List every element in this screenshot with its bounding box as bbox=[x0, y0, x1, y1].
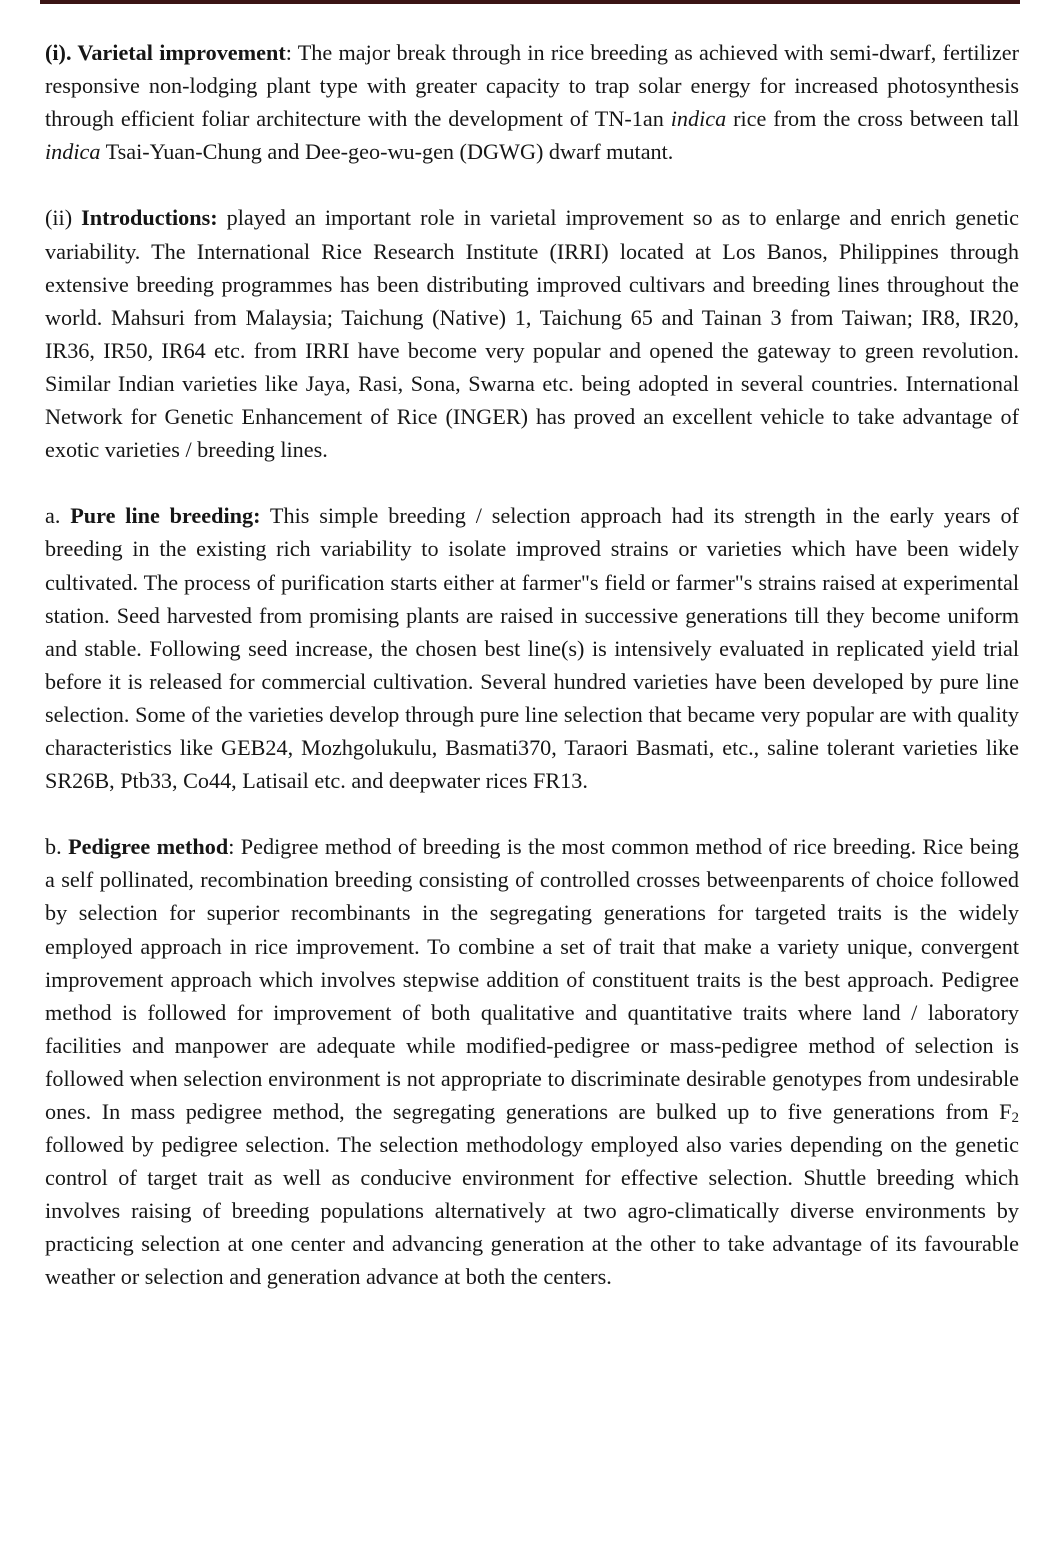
heading-separator: : bbox=[228, 834, 235, 860]
italic-term: indica bbox=[45, 139, 101, 165]
italic-term: indica bbox=[670, 106, 727, 132]
body-text: played an important role in varietal improvement so as to enlarge and enrich genetic variability. The International Rice Research Institute (IRRI) located at Los Banos, Philippines through extensive breeding programmes has been distributing improved cultivars and breeding lines throughout the world. Mahsuri from Malaysia; Taichung (Native) 1, Taichung 65 and Tainan 3 from Taiwan; IR8, IR20, IR36, IR50, IR64 etc. from IRRI have become very popular and opened the gateway to green revolution. Similar Indian varieties like Jaya, Rasi, Sona, Swarna etc. being adopted in several countries. International Network for Genetic Enhancement of Rice (INGER) has proved an excellent vehicle to take advantage of exotic varieties / breeding lines. bbox=[45, 205, 1020, 463]
body-text: followed by pedigree selection. The selection methodology employed also varies depending on the genetic control of target trait as well as conducive environment for effective selection. Shuttle breeding which involves raising of breeding populations alternatively at two agro-climatically diverse environments by practicing selection at one center and advancing generation at the other to take advantage of its favourable weather or selection and generation advance at both the centers. bbox=[45, 1132, 1019, 1290]
paragraph-label: a. bbox=[45, 503, 71, 529]
top-border-rule bbox=[40, 0, 1020, 4]
body-text: Tsai-Yuan-Chung and Dee-geo-wu-gen (DGWG) dwarf mutant. bbox=[100, 139, 674, 165]
paragraph-pure-line-breeding bbox=[45, 499, 1019, 797]
body-text: Pedigree method of breeding is the most common method of rice breeding. Rice being a self pollinated, recombination breeding consisting of controlled crosses betweenparents of choice followed by selection for superior recombinants in the segregating generations for targeted traits is the widely employed approach in rice improvement. To combine a set of trait that make a variety unique, convergent improvement approach which involves stepwise addition of constituent traits is the best approach. Pedigree method is followed for improvement of both qualitative and quantitative traits where land / laboratory facilities and manpower are adequate while modified-pedigree or mass-pedigree method of selection is followed when selection environment is not appropriate to discriminate desirable genotypes from undesirable ones. In mass pedigree method, the segregating generations are bulked up to five generations from F bbox=[45, 834, 1020, 1124]
heading-introductions: Introductions: bbox=[81, 205, 218, 231]
paragraph-varietal-improvement bbox=[45, 36, 1019, 168]
paragraph-introductions bbox=[45, 201, 1019, 466]
heading-pedigree-method: Pedigree method bbox=[68, 834, 229, 860]
body-text: The major break through in rice breeding as achieved with semi-dwarf, fertilizer responsive non-lodging plant type with greater capacity to trap solar energy for increased photosynthesis through efficient foliar architecture with the development of TN-1an bbox=[45, 40, 1019, 132]
body-text: rice from the cross between tall bbox=[726, 106, 1019, 132]
document-page bbox=[45, 36, 1019, 1327]
heading-pure-line-breeding: Pure line breeding: bbox=[70, 503, 261, 529]
paragraph-label: (ii) bbox=[45, 205, 82, 231]
subscript: 2 bbox=[1011, 1110, 1019, 1126]
paragraph-label: b. bbox=[45, 834, 69, 860]
heading-varietal-improvement: (i). Varietal improvement bbox=[45, 40, 286, 65]
heading-separator: : bbox=[285, 40, 292, 65]
paragraph-pedigree-method bbox=[45, 830, 1019, 1293]
body-text: This simple breeding / selection approach had its strength in the early years of breeding in the existing rich variability to isolate improved strains or varieties which have been widely cultivated. The process of purification starts either at farmer"s field or farmer"s strains raised at experimental station. Seed harvested from promising plants are raised in successive generations till they become uniform and stable. Following seed increase, the chosen best line(s) is intensively evaluated in replicated yield trial before it is released for commercial cultivation. Several hundred varieties have been developed by pure line selection. Some of the varieties develop through pure line selection that became very popular are with quality characteristics like GEB24, Mozhgolukulu, Basmati370, Taraori Basmati, etc., saline tolerant varieties like SR26B, Ptb33, Co44, Latisail etc. and deepwater rices FR13. bbox=[45, 503, 1019, 794]
